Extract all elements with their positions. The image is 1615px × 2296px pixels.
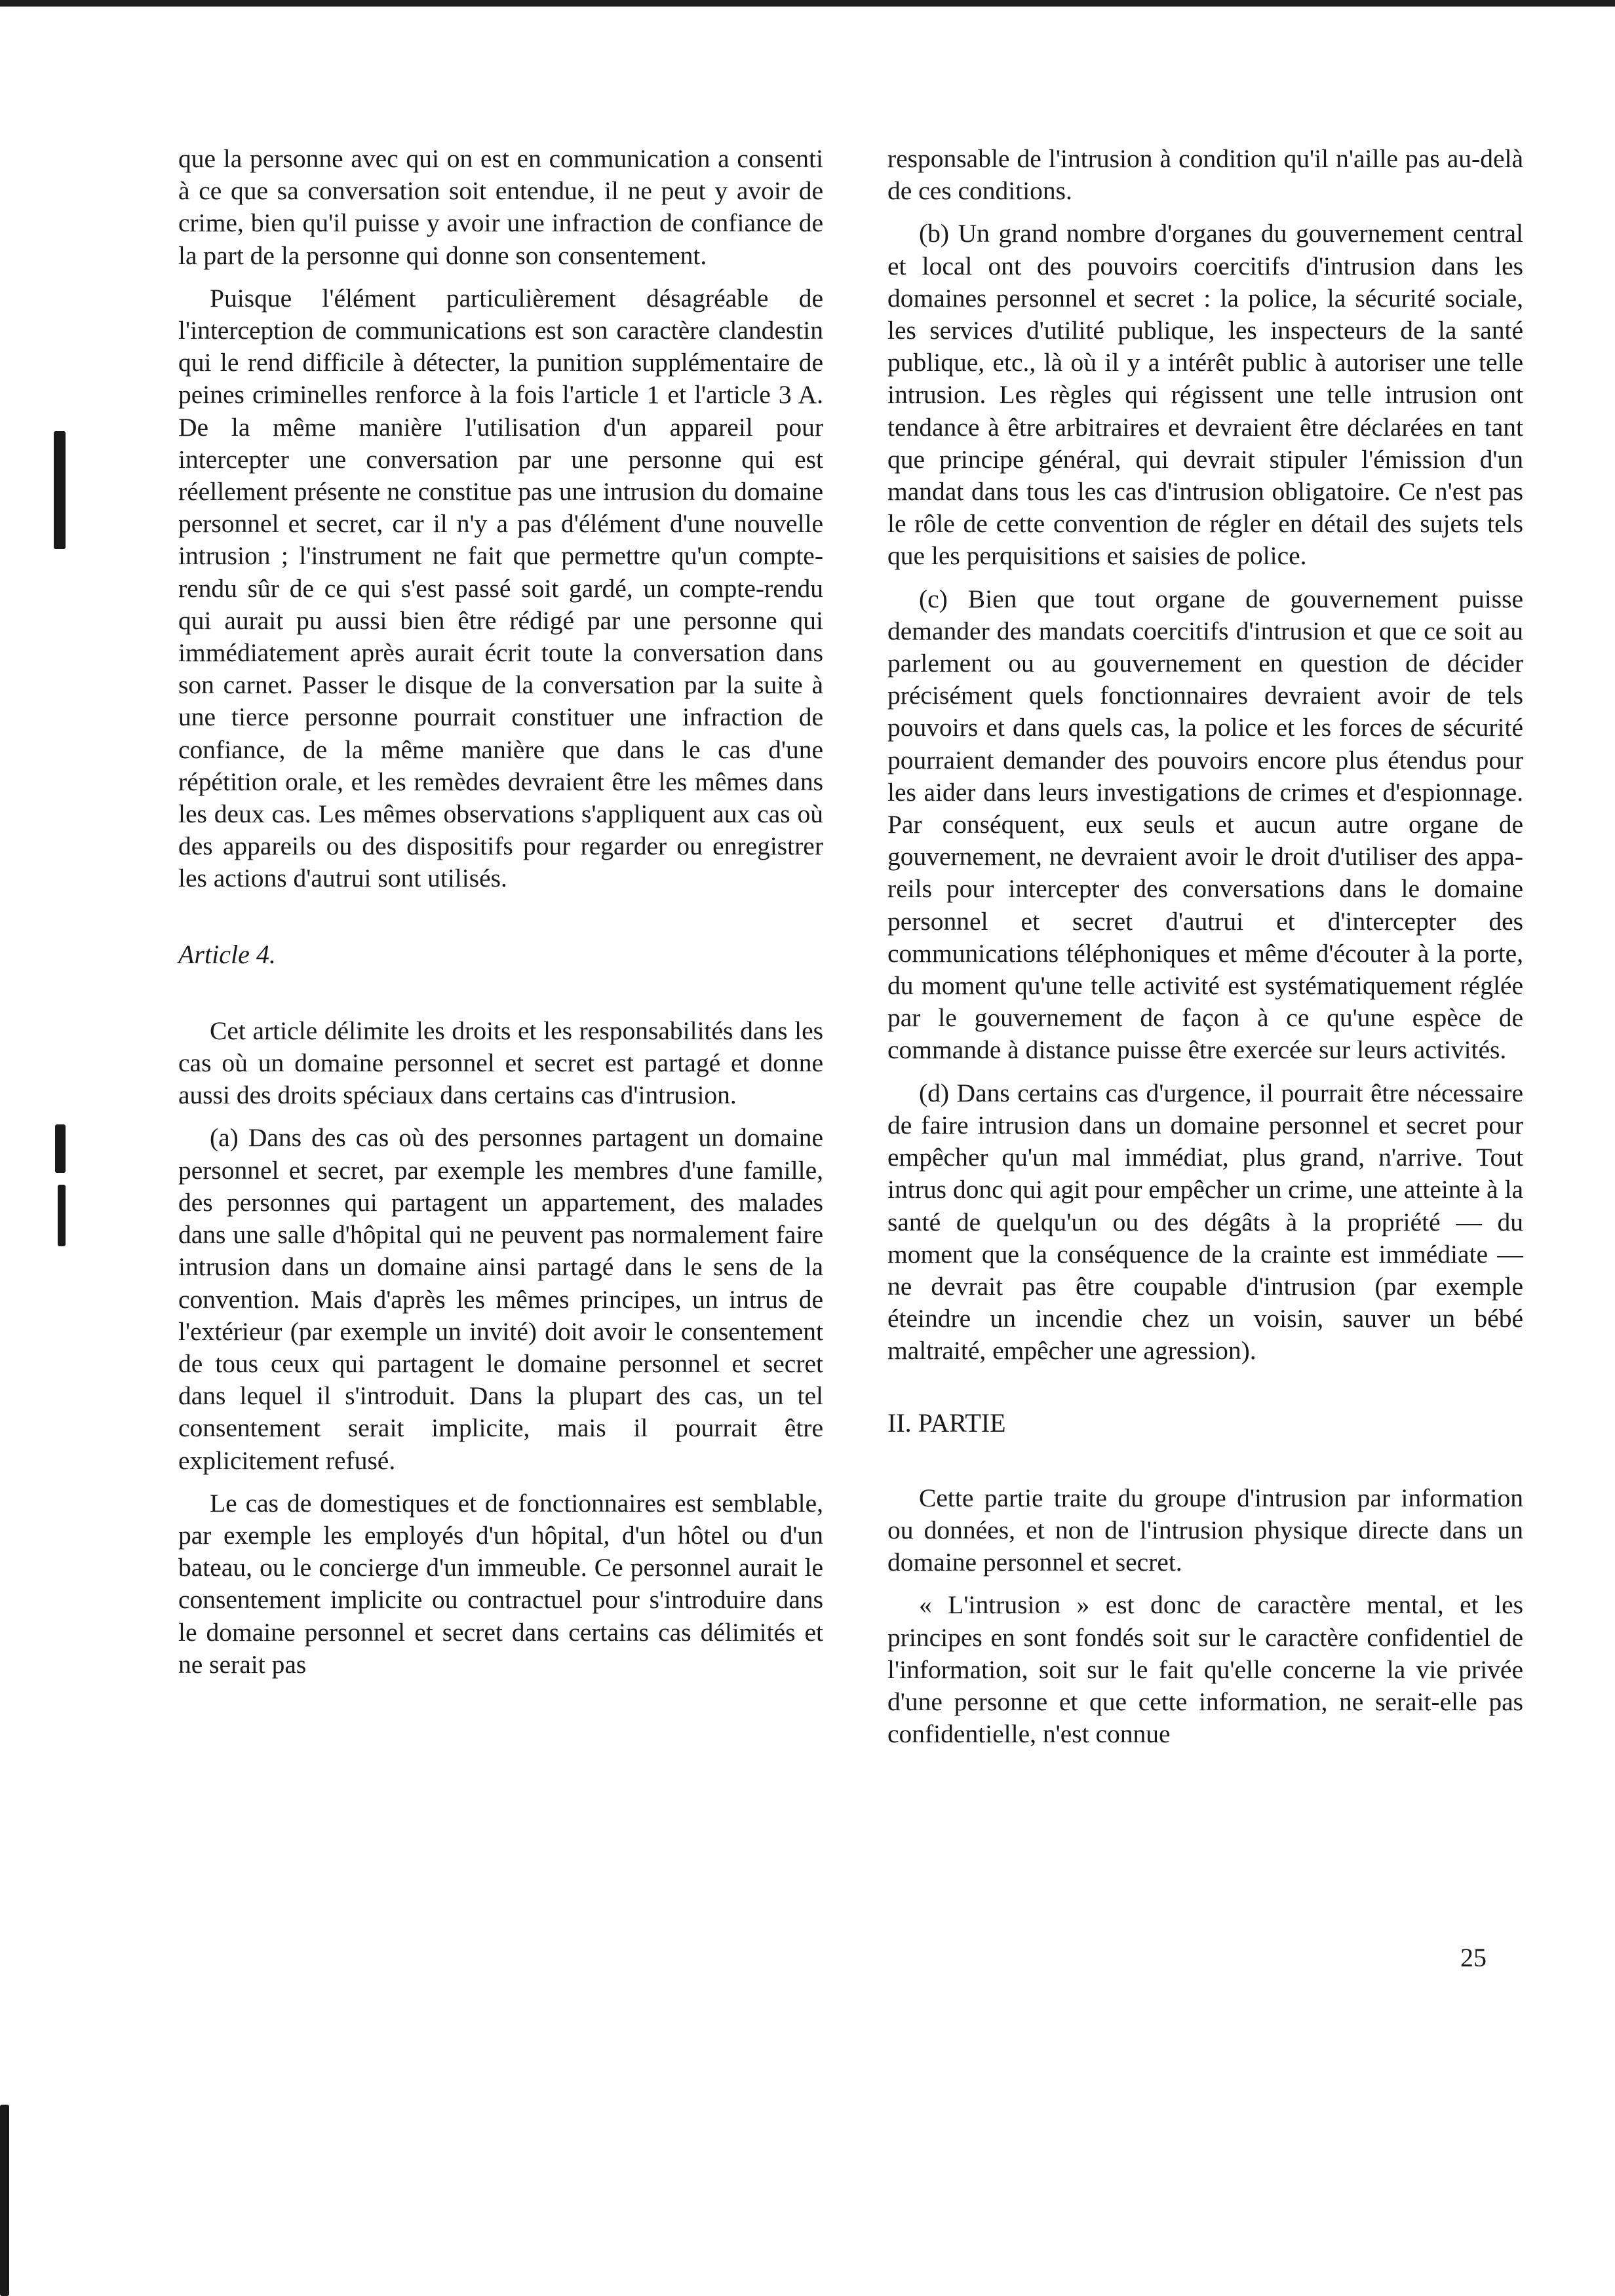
paragraph: Cet article délimite les droits et les responsabilités dans les cas où un domaine personnel et secret est partagé et donne aussi des droits spéciaux dans certains cas d'intrusion. — [178, 1016, 823, 1110]
scan-margin-mark — [58, 1185, 66, 1246]
scan-margin-mark — [54, 431, 66, 549]
paragraph: (b) Un grand nombre d'organes du gouvernement central et local ont des pouvoirs coercitifs d'intrusion dans les domaines personnel et secret : la police, la sécurité sociale, les services d'utilité publique, les inspecteurs de la santé publique, etc., là où il y a intérêt public à autoriser une telle intrusion. Les règles qui régissent une telle intrusion ont tendance à être arbitraires et devraient être déclarées en tant que principe général, qui devrait stipuler l'émission d'un mandat dans tous les cas d'intrusion obligatoire. Ce n'est pas le rôle de cette convention de régler en détail des sujets tels que les perquisitions et saisies de police. — [887, 219, 1523, 571]
scan-margin-mark — [0, 2105, 9, 2296]
scan-top-edge — [0, 0, 1615, 7]
right-column — [887, 143, 1523, 1761]
paragraph: que la personne avec qui on est en communication a consenti à ce que sa conversation soit entendue, il ne peut y avoir de crime, bien qu'il puisse y avoir une infraction de confiance de la part de la personne qui donne son consentement. — [178, 144, 823, 270]
section-heading: Article 4. — [178, 939, 276, 969]
paragraph: « L'intrusion » est donc de caractère mental, et les principes en sont fondés soit sur le caractère confidentiel de l'information, soit sur le fait qu'elle concerne la vie privée d'une personne et que cette information, ne serait-elle pas confidentielle, n'est connue — [887, 1590, 1523, 1749]
section-heading: II. PARTIE — [887, 1407, 1006, 1438]
paragraph: (a) Dans des cas où des personnes partagent un domaine personnel et secret, par exemple les membres d'une famille, des personnes qui partagent un appartement, des malades dans une salle d'hôpital qui ne peuvent pas normalement faire intrusion dans un domaine ainsi partagé dans le sens de la convention. Mais d'après les mêmes principes, un intrus de l'extérieur (par exemple un invité) doit avoir le consentement de tous ceux qui partagent le domaine personnel et secret dans lequel il s'introduit. Dans la plupart des cas, un tel consentement serait implicite, mais il pourrait être explicitement refusé. — [178, 1123, 823, 1475]
left-column — [178, 143, 823, 1691]
paragraph: (d) Dans certains cas d'urgence, il pourrait être nécessaire de faire intrusion dans un domaine personnel et secret pour empêcher qu'un mal immédiat, plus grand, n'arrive. Tout intrus donc qui agit pour empêcher un crime, une atteinte à la santé de quelqu'un ou des dégâts à la propriété — du moment que la conséquence de la crainte est immédiate — ne devrait pas être coupable d'intrusion (par exemple éteindre un incendie chez un voisin, sauver un bébé maltraité, empêcher une agression). — [887, 1078, 1523, 1366]
scan-margin-mark — [55, 1124, 66, 1173]
paragraph: Cette partie traite du groupe d'intrusion par information ou données, et non de l'intrusion physique directe dans un domaine personnel et secret. — [887, 1483, 1523, 1577]
page-number: 25 — [1460, 1943, 1487, 1972]
paragraph: Le cas de domestiques et de fonctionnaires est semblable, par exemple les employés d'un hôpital, d'un hôtel ou d'un bateau, ou le concierge d'un immeuble. Ce personnel aurait le consentement implicite ou contractuel pour s'introduire dans le domaine personnel et secret dans certains cas délimités et ne serait pas — [178, 1488, 823, 1679]
paragraph: (c) Bien que tout organe de gouvernement puisse demander des mandats coercitifs d'intrusion et que ce soit au parlement ou au gouvernement en question de décider précisément quels fonctionnaires devraient avoir de tels pouvoirs et dans quels cas, la police et les forces de sécurité pourraient demander des pouvoirs encore plus étendus pour les aider dans leurs investigations de crimes et d'espionnage. Par conséquent, eux seuls et aucun autre organe de gouvernement, ne devraient avoir le droit d'utiliser des appareils pour intercepter des conversations dans le domaine personnel et secret d'autrui et d'intercepter des communications téléphoniques et même d'écouter à la porte, du moment qu'une telle activité est systématiquement réglée par le gouvernement de façon à ce qu'une espèce de commande à distance puisse être exercée sur leurs activités. — [887, 584, 1523, 1065]
paragraph: responsable de l'intrusion à condition qu'il n'aille pas au-delà de ces conditions. — [887, 144, 1523, 206]
paragraph: Puisque l'élément particulièrement désagréable de l'interception de communications est son caractère clandestin qui le rend difficile à détecter, la punition supplémentaire de peines criminelles renforce à la fois l'article 1 et l'article 3 A. De la même manière l'utilisation d'un appareil pour intercepter une conversation par une personne qui est réellement présente ne constitue pas une intrusion du domaine personnel et secret, car il n'y a pas d'élément d'une nouvelle intrusion ; l'instrument ne fait que permettre qu'un compte-rendu sûr de ce qui s'est passé soit gardé, un compte-rendu qui aurait pu aussi bien être rédigé par une personne qui immédiatement après aurait écrit toute la conversation dans son carnet. Passer le disque de la conversation par la suite à une tierce personne pourrait constituer une infraction de confiance, de la même manière que dans le cas d'une répétition orale, et les remèdes devraient être les mêmes dans les deux cas. Les mêmes observations s'appliquent aux cas où des appareils ou des dispositifs pour regarder ou enregistrer les actions d'autrui sont utilisés. — [178, 283, 823, 893]
